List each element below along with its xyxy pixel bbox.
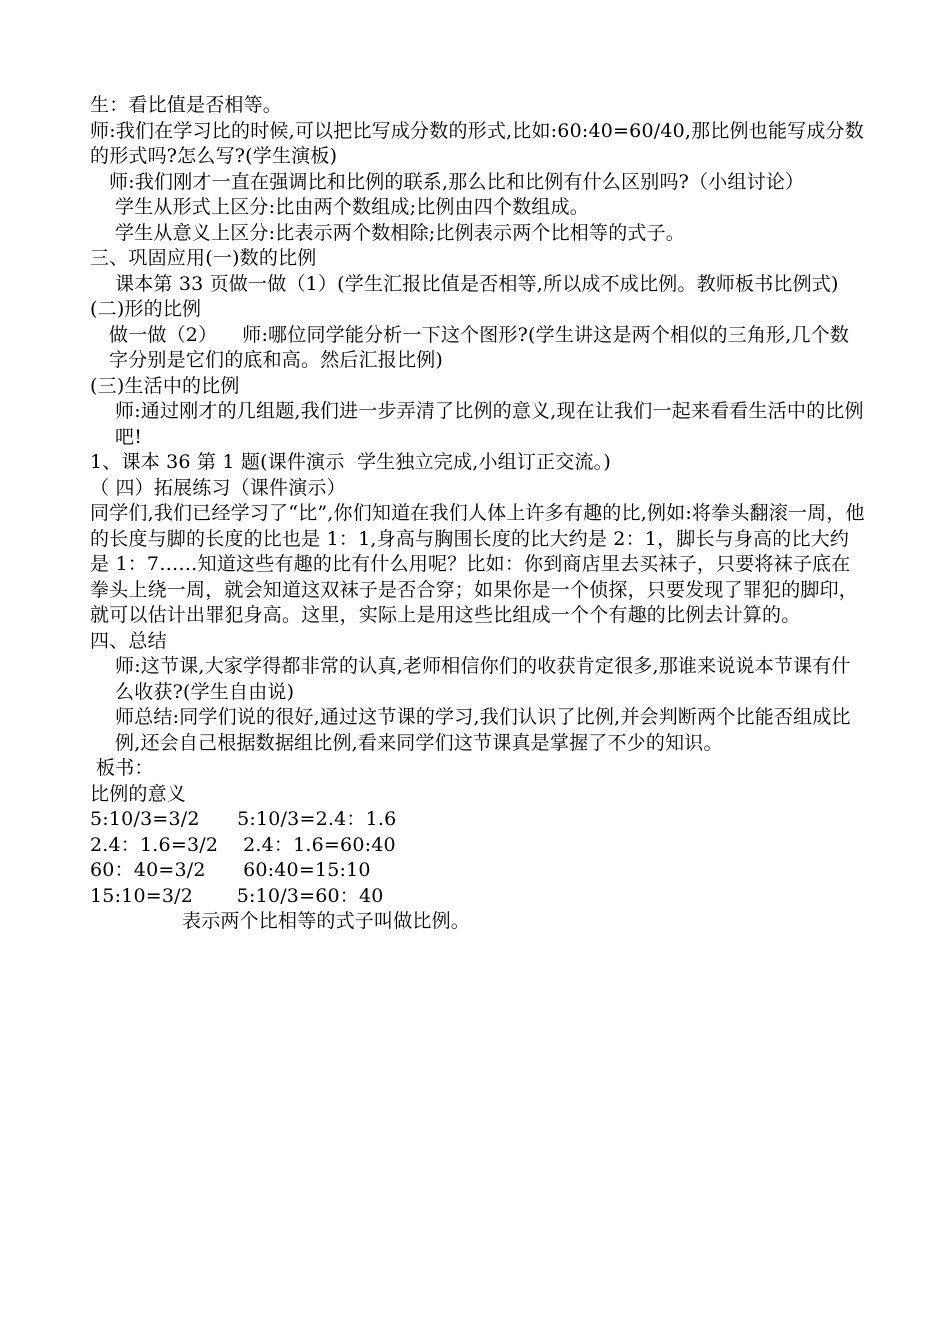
paragraph-18: 板书： xyxy=(96,757,154,779)
board-definition: 表示两个比相等的式子叫做比例。 xyxy=(182,910,471,932)
paragraph-12: 1、课本 36 第 1 题(课件演示 学生独立完成,小组订正交流。) xyxy=(90,451,611,473)
paragraph-6: 三、巩固应用(一)数的比例 xyxy=(90,247,317,269)
board-row-3: 60：40=3/2 60:40=15:10 xyxy=(90,859,371,881)
paragraph-5: 学生从意义上区分:比表示两个数相除;比例表示两个比相等的式子。 xyxy=(115,221,686,244)
board-section xyxy=(90,782,865,935)
paragraph-15: 四、总结 xyxy=(90,629,167,652)
board-row-2: 2.4：1.6=3/2 2.4：1.6=60:40 xyxy=(90,833,396,856)
paragraph-11: 师:通过刚才的几组题,我们进一步弄清了比例的意义,现在让我们一起来看看生活中的比例吧! xyxy=(115,400,864,448)
document-page xyxy=(90,93,865,935)
paragraph-17: 师总结:同学们说的很好,通过这节课的学习,我们认识了比例,并会判断两个比能否组成比例,还会自己根据数据组比例,看来同学们这节课真是掌握了不少的知识。 xyxy=(115,706,851,754)
paragraph-3: 师:我们刚才一直在强调比和比例的联系,那么比和比例有什么区别吗?（小组讨论） xyxy=(109,170,805,193)
paragraph-7: 课本第 33 页做一做（1）(学生汇报比值是否相等,所以成不成比例。教师板书比例式) xyxy=(115,272,839,295)
paragraph-2: 师:我们在学习比的时候,可以把比写成分数的形式,比如:60:40=60/40,那比例也能写成分数的形式吗?怎么写?(学生演板) xyxy=(90,119,864,167)
paragraph-8: (二)形的比例 xyxy=(90,298,202,320)
paragraph-9: 做一做（2） 师:哪位同学能分析一下这个图形?(学生讲这是两个相似的三角形,几个数字分别是它们的底和高。然后汇报比例) xyxy=(109,323,850,371)
paragraph-10: (三)生活中的比例 xyxy=(90,374,240,397)
board-row-4: 15:10=3/2 5:10/3=60：40 xyxy=(90,884,384,907)
board-title: 比例的意义 xyxy=(90,782,187,805)
paragraph-13: （ 四）拓展练习（课件演示） xyxy=(90,476,346,499)
paragraph-16: 师:这节课,大家学得都非常的认真,老师相信你们的收获肯定很多,那谁来说说本节课有什么收获?(学生自由说) xyxy=(115,655,851,703)
paragraph-14: 同学们,我们已经学习了“比”,你们知道在我们人体上许多有趣的比,例如:将拳头翻滚一周，他的长度与脚的长度的比也是 1：1,身高与胸围长度的比大约是 2：1，脚长与身高的比大约是 1：7……知道这些有趣的比有什么用呢？比如：你到商店里去买袜子，只要将袜子底在拳头上绕一周，就会知道这双袜子是否合穿；如果你是一个侦探，只要发现了罪犯的脚印，就可以估计出罪犯身高。这里，实际上是用这些比组成一个个有趣的比例去计算的。 xyxy=(90,502,865,626)
paragraph-1: 生：看比值是否相等。 xyxy=(90,94,283,116)
board-row-1: 5:10/3=3/2 5:10/3=2.4：1.6 xyxy=(90,808,397,830)
paragraph-4: 学生从形式上区分:比由两个数组成;比例由四个数组成。 xyxy=(115,196,590,218)
lesson-body xyxy=(90,93,865,782)
